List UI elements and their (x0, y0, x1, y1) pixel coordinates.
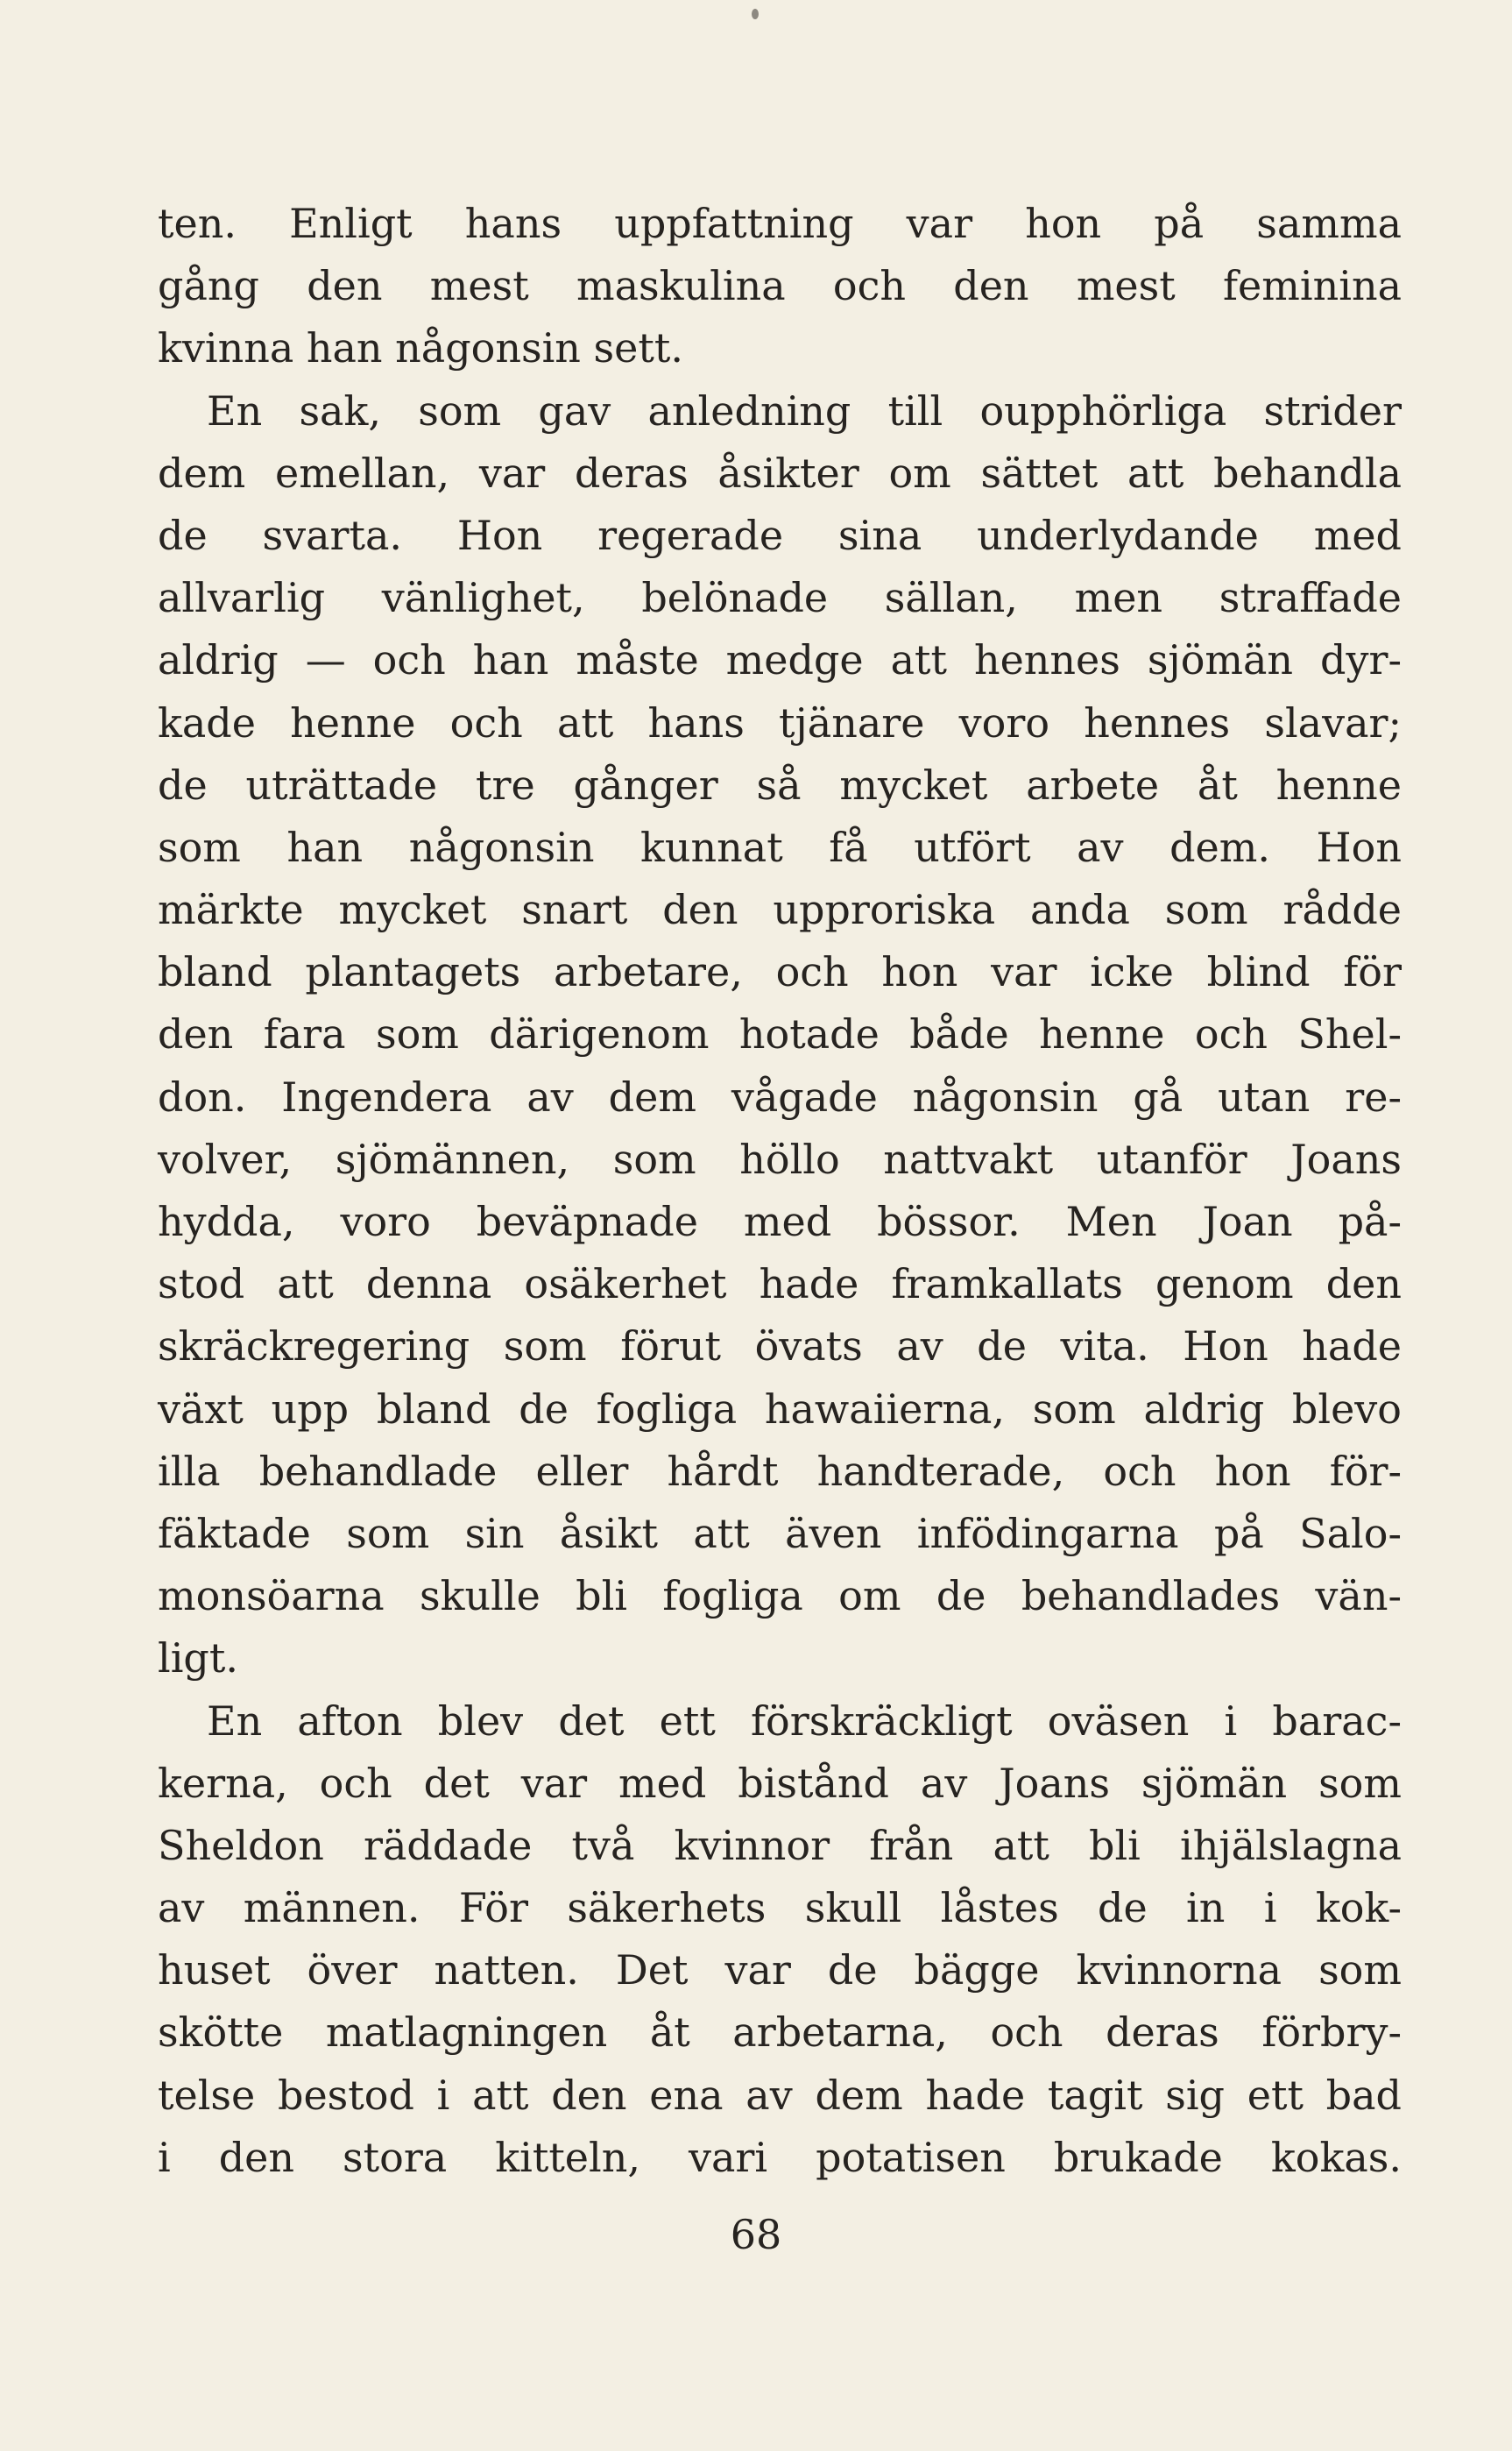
text-line: kerna, och det var med bistånd av Joans sjömän som (158, 1759, 1402, 1807)
text-line: allvarlig vänlighet, belönade sällan, men straffade (158, 574, 1402, 622)
text-line: telse bestod i att den ena av dem hade tagit sig ett bad (158, 2071, 1402, 2119)
text-line: kade henne och att hans tjänare voro hennes slavar; (158, 698, 1402, 747)
text-line: aldrig — och han måste medge att hennes sjömän dyr- (158, 636, 1402, 684)
text-line: huset över natten. Det var de bägge kvinnorna som (158, 1946, 1402, 1994)
text-line: ligt. (158, 1634, 238, 1682)
text-line: skräckregering som förut övats av de vita. Hon hade (158, 1322, 1402, 1371)
ink-speck (752, 9, 759, 19)
text-line: Sheldon räddade två kvinnor från att bli ihjälslagna (158, 1821, 1402, 1869)
text-line: den fara som därigenom hotade både henne och Shel- (158, 1010, 1402, 1059)
text-line: märkte mycket snart den upproriska anda som rådde (158, 886, 1402, 934)
text-line: kvinna han någonsin sett. (158, 324, 683, 372)
text-line: skötte matlagningen åt arbetarna, och deras förbry- (158, 2008, 1402, 2057)
text-line: En afton blev det ett förskräckligt oväsen i barac- (207, 1697, 1402, 1745)
text-line: växt upp bland de fogliga hawaiierna, som aldrig blevo (158, 1385, 1402, 1433)
text-line: bland plantagets arbetare, och hon var icke blind för (158, 948, 1402, 996)
text-line: fäktade som sin åsikt att även infödingarna på Salo- (158, 1509, 1402, 1557)
text-line: i den stora kitteln, vari potatisen brukade kokas. (158, 2133, 1402, 2181)
text-line: gång den mest maskulina och den mest feminina (158, 262, 1402, 310)
text-line: monsöarna skulle bli fogliga om de behandlades vän- (158, 1572, 1402, 1620)
text-line: dem emellan, var deras åsikter om sättet att behandla (158, 449, 1402, 497)
body-text (158, 193, 1402, 2189)
text-line: av männen. För säkerhets skull låstes de in i kok- (158, 1884, 1402, 1932)
text-line: de svarta. Hon regerade sina underlydande med (158, 511, 1402, 559)
text-line: illa behandlade eller hårdt handterade, och hon för- (158, 1447, 1402, 1495)
text-line: ten. Enligt hans uppfattning var hon på samma (158, 200, 1402, 247)
text-line: de uträttade tre gånger så mycket arbete åt henne (158, 761, 1402, 809)
text-line: volver, sjömännen, som höllo nattvakt utanför Joans (158, 1135, 1402, 1183)
page-number: 68 (730, 2211, 782, 2258)
text-line: En sak, som gav anledning till oupphörliga strider (207, 386, 1402, 435)
text-line: hydda, voro beväpnade med bössor. Men Joan på- (158, 1198, 1402, 1245)
text-line: som han någonsin kunnat få utfört av dem. Hon (158, 823, 1402, 871)
text-line: stod att denna osäkerhet hade framkallats genom den (158, 1260, 1402, 1308)
text-line: don. Ingendera av dem vågade någonsin gå utan re- (158, 1073, 1402, 1121)
